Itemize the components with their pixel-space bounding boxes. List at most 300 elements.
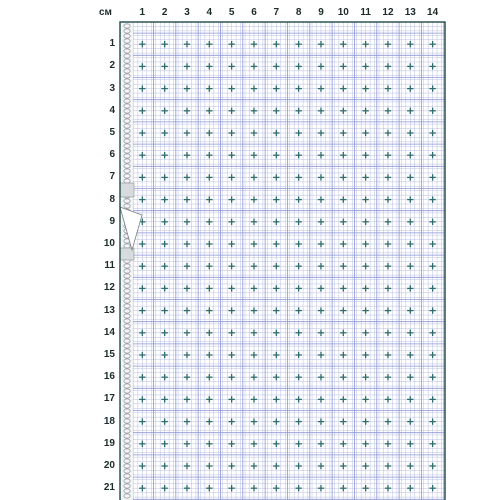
cross-marker	[318, 441, 324, 447]
cross-marker	[228, 241, 234, 247]
cross-marker	[295, 485, 301, 491]
cross-marker	[228, 441, 234, 447]
cross-marker	[251, 263, 257, 269]
cross-marker	[362, 241, 368, 247]
cross-marker	[318, 219, 324, 225]
cross-marker	[139, 196, 145, 202]
cross-marker	[161, 330, 167, 336]
cross-marker	[139, 130, 145, 136]
cross-marker	[318, 152, 324, 158]
cross-marker	[407, 174, 413, 180]
cross-marker	[385, 174, 391, 180]
cross-marker	[318, 108, 324, 114]
cross-marker	[295, 219, 301, 225]
cross-marker	[228, 485, 234, 491]
cross-marker	[206, 219, 212, 225]
cross-marker	[184, 330, 190, 336]
cross-marker	[318, 307, 324, 313]
cross-marker	[340, 130, 346, 136]
cross-marker	[139, 63, 145, 69]
cross-marker	[206, 130, 212, 136]
cross-marker	[318, 330, 324, 336]
row-label: 19	[103, 437, 115, 449]
cross-marker	[429, 152, 435, 158]
cross-marker	[362, 330, 368, 336]
cross-marker	[362, 418, 368, 424]
row-label: 11	[104, 260, 115, 272]
cross-marker	[161, 130, 167, 136]
cross-marker	[161, 441, 167, 447]
cross-marker	[362, 374, 368, 380]
cross-marker	[251, 485, 257, 491]
cross-marker	[139, 441, 145, 447]
row-label: 21	[103, 482, 115, 494]
cross-marker	[251, 396, 257, 402]
cross-marker	[251, 285, 257, 291]
cross-marker	[206, 85, 212, 91]
cross-marker	[295, 241, 301, 247]
cross-marker	[161, 463, 167, 469]
row-label: 6	[109, 149, 115, 161]
cross-marker	[295, 463, 301, 469]
cross-marker	[385, 463, 391, 469]
cross-marker	[340, 285, 346, 291]
cross-marker	[139, 285, 145, 291]
cross-marker	[161, 196, 167, 202]
cross-marker	[228, 396, 234, 402]
cross-marker	[385, 374, 391, 380]
cross-marker	[273, 63, 279, 69]
cross-marker	[385, 241, 391, 247]
cross-marker	[251, 330, 257, 336]
cross-marker	[184, 307, 190, 313]
cross-marker	[340, 463, 346, 469]
cross-marker	[184, 108, 190, 114]
cross-marker	[184, 485, 190, 491]
cross-marker	[206, 152, 212, 158]
cross-marker	[228, 285, 234, 291]
cross-marker	[429, 463, 435, 469]
cross-marker	[228, 63, 234, 69]
cross-marker	[228, 152, 234, 158]
cross-marker	[184, 130, 190, 136]
cross-marker	[184, 441, 190, 447]
cross-marker	[362, 130, 368, 136]
cross-marker	[228, 130, 234, 136]
cross-marker	[362, 63, 368, 69]
centimeter-grid-lines	[120, 22, 445, 500]
cross-marker	[429, 330, 435, 336]
cross-marker	[228, 108, 234, 114]
cross-marker	[318, 374, 324, 380]
cross-marker	[318, 352, 324, 358]
cross-marker	[228, 85, 234, 91]
cross-marker	[161, 396, 167, 402]
cross-marker	[184, 352, 190, 358]
row-label: 12	[103, 282, 115, 294]
cross-marker	[251, 41, 257, 47]
cross-marker	[340, 307, 346, 313]
cross-marker	[161, 263, 167, 269]
cross-marker	[184, 63, 190, 69]
cross-marker	[362, 485, 368, 491]
cross-marker	[318, 63, 324, 69]
cross-marker	[251, 63, 257, 69]
cross-marker	[139, 330, 145, 336]
column-label: 6	[251, 7, 257, 18]
cross-marker	[206, 41, 212, 47]
cross-marker	[206, 307, 212, 313]
cross-marker	[184, 374, 190, 380]
column-label: 3	[184, 7, 190, 18]
cross-marker	[340, 263, 346, 269]
row-label: 17	[103, 393, 115, 405]
column-label: 13	[404, 7, 416, 18]
cross-marker	[340, 41, 346, 47]
cross-marker	[273, 352, 279, 358]
cross-marker	[429, 485, 435, 491]
cross-marker	[139, 485, 145, 491]
cross-marker	[407, 63, 413, 69]
cross-marker	[295, 441, 301, 447]
cross-marker	[340, 63, 346, 69]
cross-marker	[139, 241, 145, 247]
cross-marker	[340, 241, 346, 247]
cross-marker	[273, 152, 279, 158]
column-label: 8	[295, 7, 302, 18]
cross-marker	[206, 330, 212, 336]
cross-marker	[295, 174, 301, 180]
cross-marker	[362, 152, 368, 158]
cross-marker	[139, 307, 145, 313]
cross-marker	[429, 241, 435, 247]
cross-marker	[295, 330, 301, 336]
cross-marker	[273, 307, 279, 313]
cross-marker	[251, 241, 257, 247]
cross-marker	[385, 418, 391, 424]
cross-marker	[362, 352, 368, 358]
cross-marker	[273, 263, 279, 269]
cross-marker	[340, 174, 346, 180]
cross-marker	[362, 174, 368, 180]
cross-marker	[295, 196, 301, 202]
cross-marker	[318, 85, 324, 91]
cross-marker	[273, 285, 279, 291]
column-label: 5	[228, 7, 235, 18]
cross-marker	[295, 63, 301, 69]
cross-marker	[206, 374, 212, 380]
cross-marker	[161, 418, 167, 424]
cross-marker	[206, 463, 212, 469]
cross-marker	[407, 219, 413, 225]
cross-marker	[228, 196, 234, 202]
cross-marker	[362, 396, 368, 402]
cross-marker	[295, 374, 301, 380]
cross-marker	[273, 174, 279, 180]
cross-marker	[251, 441, 257, 447]
cross-marker	[340, 418, 346, 424]
cross-marker	[184, 41, 190, 47]
cross-marker	[161, 41, 167, 47]
row-label: 8	[109, 193, 115, 205]
cross-marker	[295, 108, 301, 114]
cross-marker	[318, 396, 324, 402]
cross-marker	[362, 196, 368, 202]
cross-marker	[228, 219, 234, 225]
cross-marker	[429, 352, 435, 358]
cross-marker	[407, 418, 413, 424]
cross-marker	[295, 85, 301, 91]
cross-marker	[362, 285, 368, 291]
cross-marker	[273, 41, 279, 47]
cross-marker	[429, 130, 435, 136]
cross-marker	[429, 63, 435, 69]
cross-marker	[407, 108, 413, 114]
cross-marker	[295, 418, 301, 424]
cross-marker	[206, 63, 212, 69]
cross-marker	[385, 63, 391, 69]
cross-marker	[340, 152, 346, 158]
cross-marker	[139, 174, 145, 180]
cross-marker	[385, 41, 391, 47]
cross-marker	[407, 463, 413, 469]
cross-marker	[161, 85, 167, 91]
cross-marker	[206, 241, 212, 247]
cross-marker	[385, 152, 391, 158]
row-label: 5	[109, 127, 115, 138]
cross-marker	[385, 108, 391, 114]
cross-marker	[184, 263, 190, 269]
spiral-binding	[120, 22, 142, 500]
cross-marker	[184, 396, 190, 402]
cross-marker	[295, 152, 301, 158]
cross-marker	[362, 263, 368, 269]
cross-marker	[184, 418, 190, 424]
cross-marker	[139, 418, 145, 424]
cross-marker	[139, 263, 145, 269]
row-label: 2	[109, 60, 115, 72]
cross-marker	[139, 396, 145, 402]
cross-marker	[251, 463, 257, 469]
cross-marker	[251, 418, 257, 424]
column-label: 4	[206, 7, 213, 18]
cross-marker	[429, 441, 435, 447]
cross-marker	[206, 418, 212, 424]
cross-marker	[429, 263, 435, 269]
cross-marker	[385, 352, 391, 358]
cross-marker	[429, 174, 435, 180]
cross-marker	[295, 263, 301, 269]
cross-marker	[429, 196, 435, 202]
cross-marker	[429, 307, 435, 313]
cross-marker	[228, 374, 234, 380]
column-label: 1	[139, 7, 146, 18]
cross-marker	[228, 263, 234, 269]
cross-marker	[407, 485, 413, 491]
column-label: 12	[382, 7, 394, 18]
cross-marker	[385, 219, 391, 225]
row-label: 20	[103, 460, 115, 471]
cross-marker	[340, 330, 346, 336]
cross-marker	[139, 352, 145, 358]
cross-marker	[273, 85, 279, 91]
cross-marker	[161, 374, 167, 380]
cross-marker	[184, 463, 190, 469]
cross-marker	[318, 241, 324, 247]
row-label: 15	[103, 349, 115, 360]
cross-marker	[161, 152, 167, 158]
cross-marker	[139, 108, 145, 114]
cross-marker	[206, 285, 212, 291]
column-label: 14	[427, 7, 439, 18]
cross-marker	[251, 196, 257, 202]
cross-marker	[295, 352, 301, 358]
cross-marker	[385, 485, 391, 491]
cross-marker	[407, 41, 413, 47]
unit-label: см	[99, 7, 112, 18]
sheet-border	[120, 22, 445, 500]
cross-marker	[251, 174, 257, 180]
cross-marker	[385, 330, 391, 336]
cross-marker	[429, 85, 435, 91]
cross-marker	[206, 485, 212, 491]
cross-marker	[184, 174, 190, 180]
cross-marker	[251, 85, 257, 91]
cross-marker	[429, 219, 435, 225]
cross-marker	[161, 285, 167, 291]
cross-marker	[273, 463, 279, 469]
fine-grid-lines	[120, 22, 445, 500]
cross-marker	[407, 352, 413, 358]
cross-marker	[340, 485, 346, 491]
cross-marker	[251, 130, 257, 136]
cross-marker	[407, 396, 413, 402]
cross-marker	[161, 307, 167, 313]
cross-marker	[340, 219, 346, 225]
cross-marker	[407, 263, 413, 269]
cross-marker	[161, 485, 167, 491]
cross-marker	[273, 130, 279, 136]
cross-marker	[362, 219, 368, 225]
cross-marker	[318, 463, 324, 469]
column-label: 10	[337, 7, 349, 18]
cross-marker	[161, 63, 167, 69]
cross-marker	[139, 85, 145, 91]
cross-marker	[429, 374, 435, 380]
cross-marker	[161, 219, 167, 225]
cross-marker	[407, 130, 413, 136]
cross-marker	[318, 418, 324, 424]
cross-marker	[273, 441, 279, 447]
cross-marker	[362, 307, 368, 313]
binding-clip	[120, 183, 134, 197]
cross-marker	[340, 108, 346, 114]
cross-marker	[295, 41, 301, 47]
cross-marker	[407, 241, 413, 247]
cross-marker	[206, 108, 212, 114]
cross-marker	[362, 41, 368, 47]
cross-marker	[407, 85, 413, 91]
column-label: 9	[318, 7, 324, 18]
cross-marker	[385, 285, 391, 291]
cross-marker	[251, 108, 257, 114]
cross-marker	[340, 196, 346, 202]
cross-marker	[161, 108, 167, 114]
cross-marker	[385, 85, 391, 91]
row-label: 3	[109, 82, 115, 94]
cross-marker	[318, 174, 324, 180]
cross-marker	[273, 196, 279, 202]
cross-marker	[273, 108, 279, 114]
cross-marker	[407, 152, 413, 158]
cross-marker	[340, 396, 346, 402]
cross-marker	[139, 41, 145, 47]
cross-marker	[184, 85, 190, 91]
cross-marker	[340, 85, 346, 91]
cross-marker	[228, 330, 234, 336]
cross-marker	[295, 307, 301, 313]
cross-marker	[184, 196, 190, 202]
cross-marker	[251, 374, 257, 380]
cross-marker	[295, 396, 301, 402]
cross-marker	[295, 130, 301, 136]
column-label: 7	[273, 7, 280, 18]
cross-marker	[251, 307, 257, 313]
cross-marker	[318, 41, 324, 47]
cross-marker	[161, 174, 167, 180]
cross-marker	[228, 352, 234, 358]
cross-marker	[273, 396, 279, 402]
cross-marker	[139, 463, 145, 469]
cross-marker	[407, 374, 413, 380]
cross-marker	[251, 352, 257, 358]
cross-marker	[206, 441, 212, 447]
cross-marker	[161, 241, 167, 247]
cross-marker	[206, 352, 212, 358]
cross-marker	[318, 196, 324, 202]
cross-marker	[206, 396, 212, 402]
cross-marker	[340, 374, 346, 380]
cross-marker	[318, 130, 324, 136]
cross-marker	[251, 152, 257, 158]
cross-marker	[295, 285, 301, 291]
cross-marker	[385, 130, 391, 136]
row-label: 9	[109, 215, 115, 227]
cross-marker	[362, 441, 368, 447]
cross-marker	[184, 241, 190, 247]
cross-marker	[340, 352, 346, 358]
cross-marker	[228, 418, 234, 424]
row-label: 18	[103, 415, 115, 427]
cross-marker	[206, 196, 212, 202]
cross-marker	[407, 441, 413, 447]
cross-marker	[228, 307, 234, 313]
cross-marker	[385, 263, 391, 269]
row-label: 13	[103, 304, 115, 316]
cross-marker	[184, 219, 190, 225]
row-label: 7	[109, 171, 115, 183]
cross-marker	[340, 441, 346, 447]
row-label: 14	[103, 326, 115, 338]
cross-marker	[228, 174, 234, 180]
cross-marker	[228, 463, 234, 469]
cross-marker	[407, 330, 413, 336]
cross-marker	[362, 108, 368, 114]
cross-marker	[362, 85, 368, 91]
row-label: 4	[109, 104, 115, 116]
cross-marker	[407, 196, 413, 202]
cross-marker	[273, 241, 279, 247]
